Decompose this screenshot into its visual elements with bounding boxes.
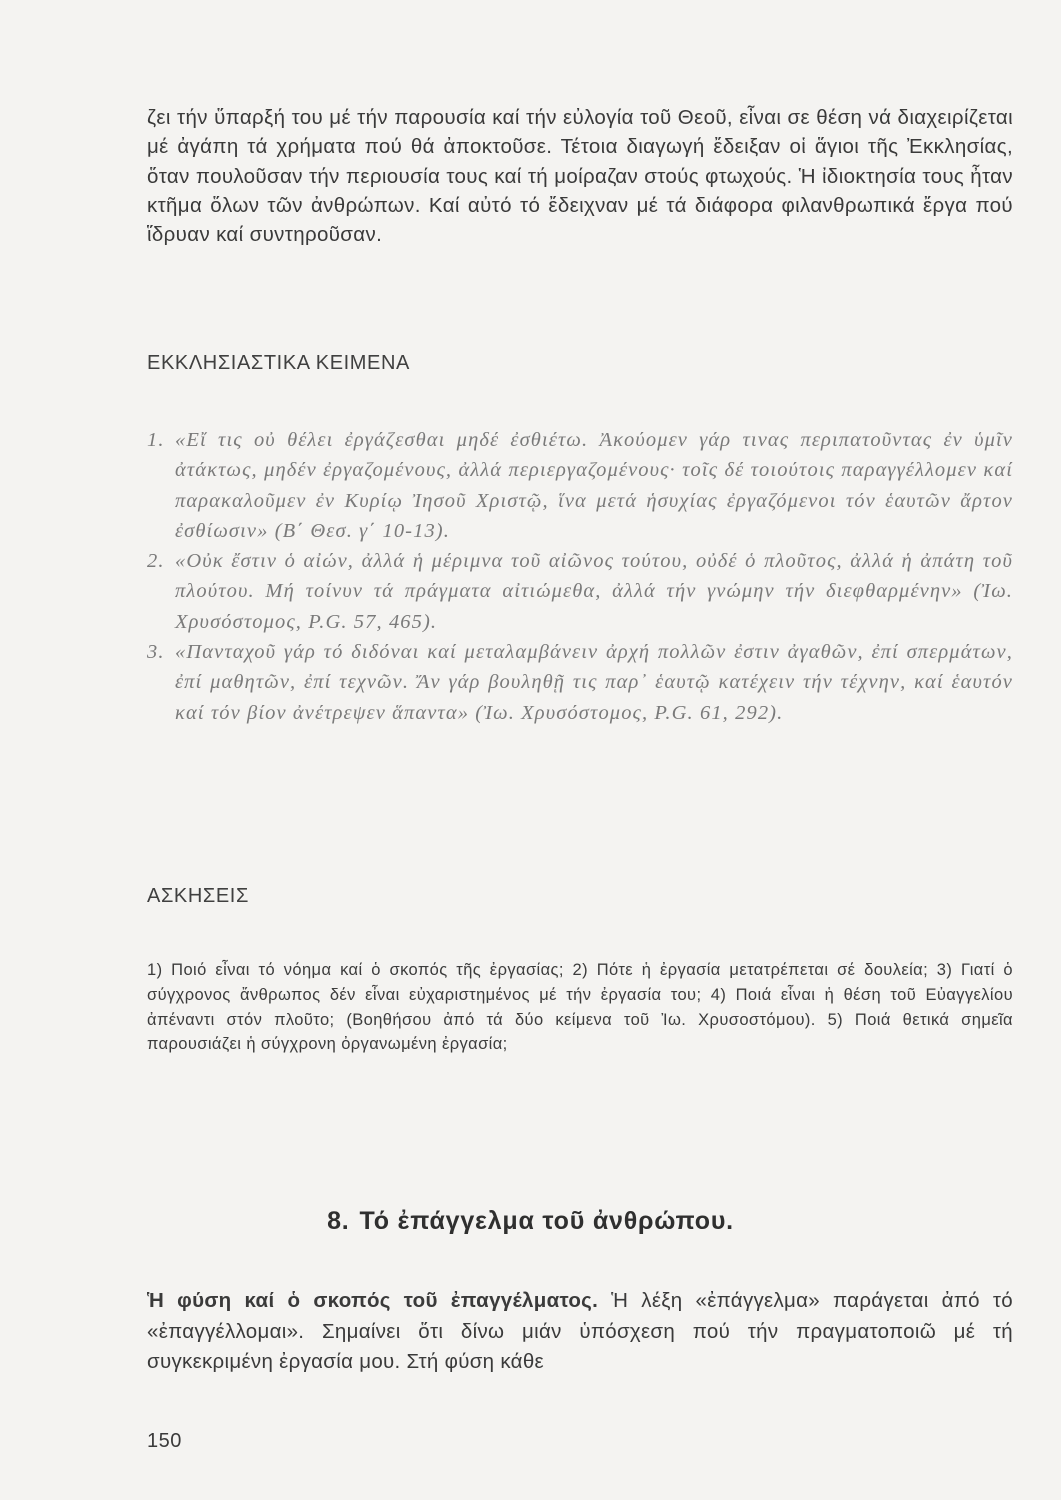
paragraph-lead: Ἡ φύση καί ὁ σκοπός τοῦ ἐπαγγέλματος. — [147, 1289, 599, 1312]
exercises-text: 1) Ποιό εἶναι τό νόημα καί ὁ σκοπός τῆς ἐργασίας; 2) Πότε ἡ ἐργασία μετατρέπεται σέ δουλεία; 3) Γιατί ὁ σύγχρονος ἄνθρωπος δέν εἶναι εὐχαριστημένος μέ τήν ἐργασία του; 4) Ποιά εἶναι ἡ θέση τοῦ Εὐαγγελίου ἀπέναντι στόν πλοῦτο; (Βοηθήσου ἀπό τά δύο κείμενα τοῦ Ἰω. Χρυσοστόμου). 5) Ποιά θετικά σημεῖα παρουσιάζει ἡ σύγχρονη ὀργανωμένη ἐργασία; — [147, 961, 1013, 1054]
intro-paragraph: ζει τήν ὕπαρξή του μέ τήν παρουσία καί τήν εὐλογία τοῦ Θεοῦ, εἶναι σε θέση νά διαχειρίζεται μέ ἀγάπη τά χρήματα πού θά ἀποκτοῦσε. Τέτοια διαγωγή ἔδειξαν οἱ ἅγιοι τῆς Ἐκκλησίας, ὅταν πουλοῦσαν τήν περιουσία τους καί τή μοίραζαν στούς φτωχούς. Ἡ ἰδιοκτησία τους ἦταν κτῆμα ὅλων τῶν ἀνθρώπων. Καί αὐτό τό ἔδειχναν μέ τά διάφορα φιλανθρωπικά ἔργα πού ἵδρυαν καί συντηροῦσαν. — [147, 106, 1013, 247]
quote-number: 2. — [147, 550, 165, 573]
quote-number: 1. — [147, 429, 165, 451]
chapter-title — [0, 1207, 1061, 1236]
page-number: 150 — [147, 1430, 182, 1452]
quote-number: 3. — [147, 641, 165, 664]
paragraph-text: Ἡ λέξη «ἐπάγγελμα» παράγεται ἀπό τό «ἐπαγγέλλομαι». Σημαίνει ὅτι δίνω μιάν ὑπόσχεση πού τήν πραγματοποιῶ μέ τή συγκεκριμένη ἐργασία μου. Στή φύση κάθε — [147, 1289, 1013, 1373]
quote-text: «Οὐκ ἔστιν ὁ αἰών, ἀλλά ἡ μέριμνα τοῦ αἰῶνος τούτου, οὐδέ ὁ πλοῦτος, ἀλλά ἡ ἀπάτη τοῦ πλούτου. Μή τοίνυν τά πράγματα αἰτιώμεθα, ἀλλά τήν γνώμην τήν διεφθαρμένην» (Ἰω. Χρυσόστομος, P.G. 57, 465). — [175, 550, 1013, 633]
quote-item — [147, 546, 1013, 637]
exercises-heading: ΑΣΚΗΣΕΙΣ — [147, 885, 249, 907]
ecclesiastical-texts-list — [147, 425, 1013, 728]
quote-item — [147, 425, 1013, 546]
chapter-title-text: Τό ἐπάγγελμα τοῦ ἀνθρώπου. — [359, 1207, 734, 1235]
quote-text: «Εἴ τις οὐ θέλει ἐργάζεσθαι μηδέ ἐσθιέτω. Ἀκούομεν γάρ τινας περιπατοῦντας ἐν ὑμῖν ἀτάκτως, μηδέν ἐργαζομένους, ἀλλά περιεργαζομένους· τοῖς δέ τοιούτοις παραγγέλλομεν καί παρακαλοῦμεν ἐν Κυρίῳ Ἰησοῦ Χριστῷ, ἵνα μετά ἡσυχίας ἐργαζόμενοι τόν ἑαυτῶν ἄρτον ἐσθίωσιν» (Β΄ Θεσ. γ΄ 10-13). — [175, 429, 1013, 542]
chapter-number: 8. — [327, 1207, 350, 1235]
quote-item — [147, 637, 1013, 728]
quote-text: «Πανταχοῦ γάρ τό διδόναι καί μεταλαμβάνειν ἀρχή πολλῶν ἐστιν ἀγαθῶν, ἐπί σπερμάτων, ἐπί μαθητῶν, ἐπί τεχνῶν. Ἄν γάρ βουληθῇ τις παρ᾽ ἑαυτῷ κατέχειν τήν τέχνην, καί ἑαυτόν καί τόν βίον ἀνέτρεψεν ἅπαντα» (Ἰω. Χρυσόστομος, P.G. 61, 292). — [175, 641, 1013, 724]
ecclesiastical-texts-heading: ΕΚΚΛΗΣΙΑΣΤΙΚΑ ΚΕΙΜΕΝΑ — [147, 352, 410, 374]
body-paragraph — [147, 1286, 1013, 1378]
